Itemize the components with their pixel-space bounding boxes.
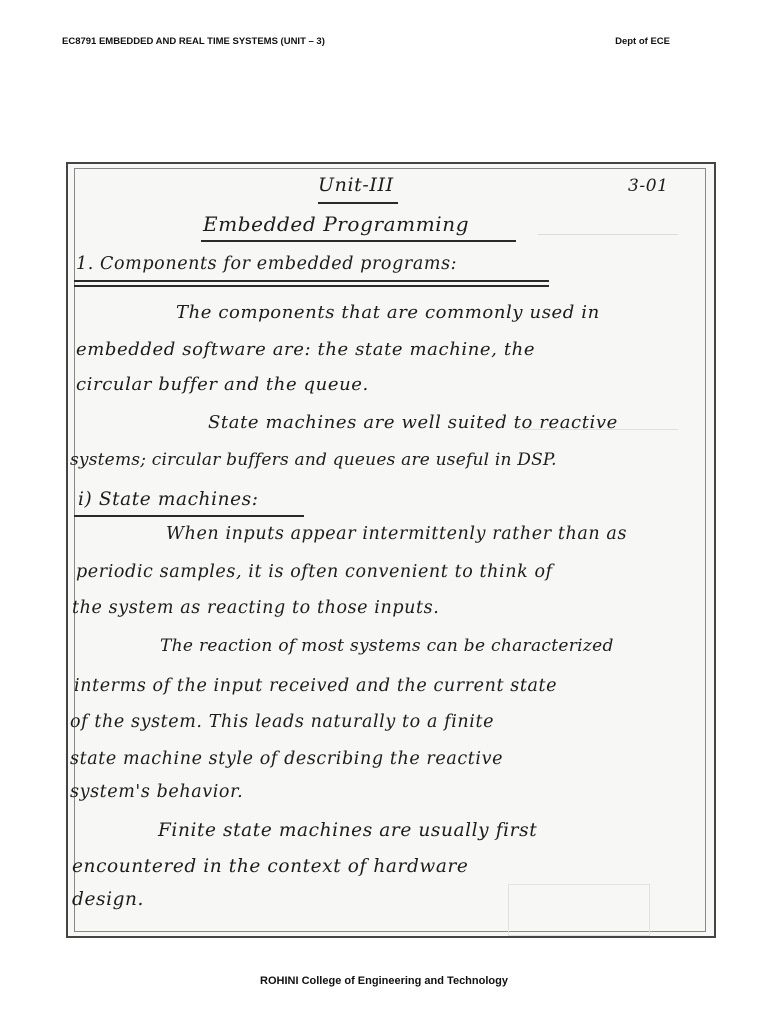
paragraph-line: encountered in the context of hardware xyxy=(72,856,469,877)
bleed-through-mark xyxy=(508,884,650,936)
course-title: EC8791 EMBEDDED AND REAL TIME SYSTEMS (UNIT – 3) xyxy=(62,36,325,47)
handwritten-notes-scan xyxy=(66,162,716,938)
paragraph-line: design. xyxy=(72,889,145,910)
paragraph-line: circular buffer and the queue. xyxy=(76,374,369,395)
paragraph-line: State machines are well suited to reactive xyxy=(208,412,618,433)
paragraph-line: Finite state machines are usually first xyxy=(158,820,538,841)
paragraph-line: interms of the input received and the current state xyxy=(74,676,558,696)
paragraph-line: the system as reacting to those inputs. xyxy=(72,598,440,618)
paragraph-line: periodic samples, it is often convenient to think of xyxy=(76,562,553,582)
unit-underline xyxy=(318,202,398,204)
paragraph-line: state machine style of describing the reactive xyxy=(70,749,504,769)
page-number: 3-01 xyxy=(628,176,669,196)
section-heading-underline xyxy=(74,280,549,282)
subsection-underline xyxy=(74,515,304,517)
paragraph-line: systems; circular buffers and queues are useful in DSP. xyxy=(70,450,557,470)
scan-border xyxy=(74,168,706,932)
paragraph-line: The components that are commonly used in xyxy=(176,302,600,323)
notes-title: Embedded Programming xyxy=(203,212,470,236)
department: Dept of ECE xyxy=(615,36,670,47)
title-underline xyxy=(201,240,516,242)
unit-label: Unit-III xyxy=(318,174,394,196)
subsection-heading: i) State machines: xyxy=(78,489,259,510)
page-header xyxy=(62,36,670,47)
paragraph-line: system's behavior. xyxy=(70,782,244,802)
bleed-through-mark xyxy=(538,234,678,245)
section-heading: 1. Components for embedded programs: xyxy=(76,254,458,274)
paragraph-line: The reaction of most systems can be characterized xyxy=(160,636,614,656)
section-heading-underline-2 xyxy=(74,285,549,287)
paragraph-line: of the system. This leads naturally to a finite xyxy=(70,712,495,732)
paragraph-line: When inputs appear intermittenly rather than as xyxy=(166,524,628,544)
page-footer: ROHINI College of Engineering and Technology xyxy=(260,975,508,987)
paragraph-line: embedded software are: the state machine, the xyxy=(76,339,536,360)
